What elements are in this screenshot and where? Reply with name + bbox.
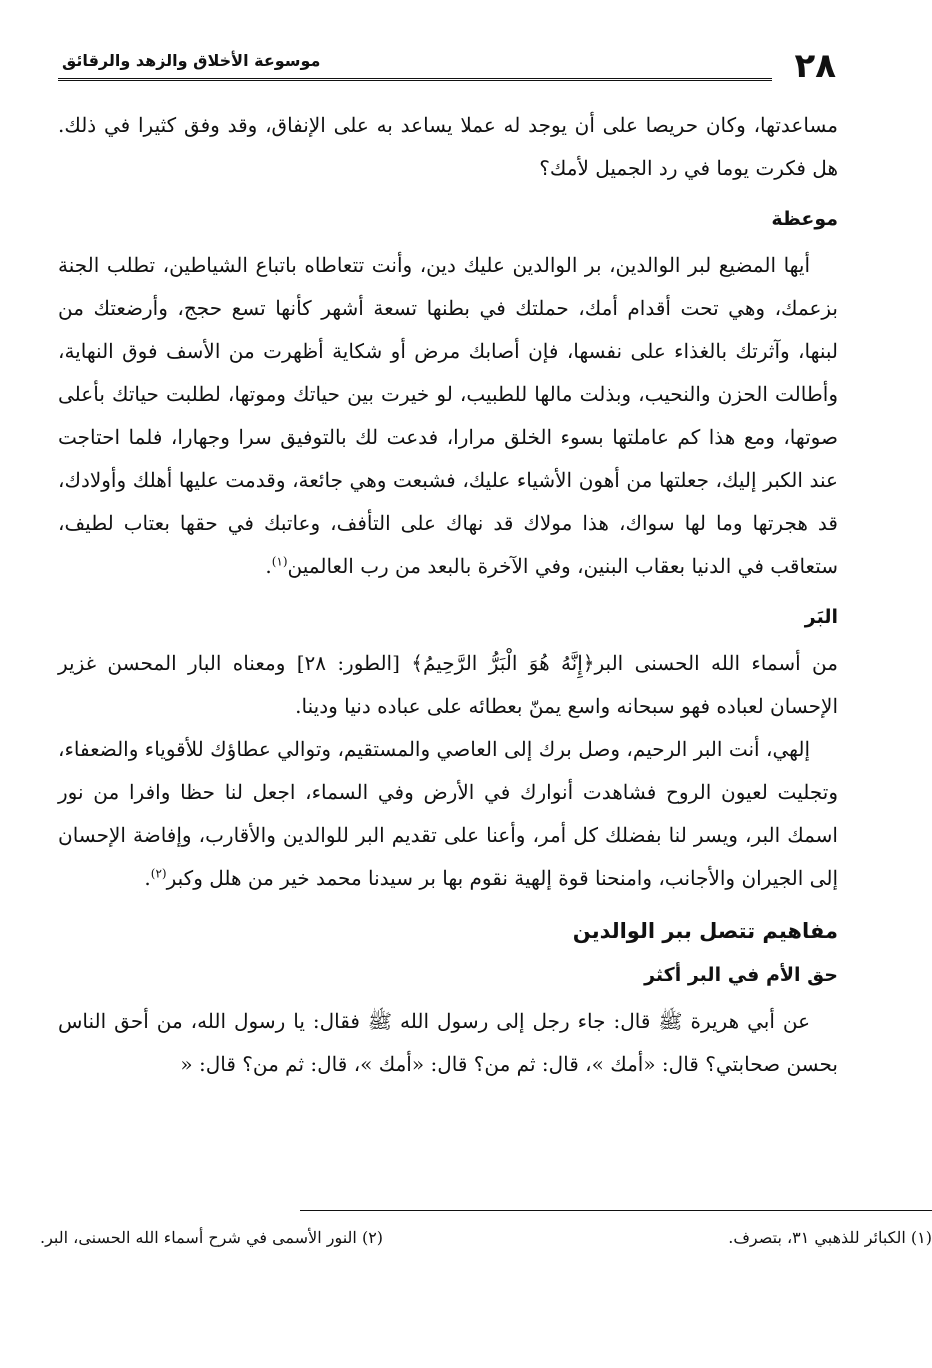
page-header: [58, 40, 838, 88]
hadith-paragraph: عن أبي هريرة ﷺ قال: جاء رجل إلى رسول الله ﷺ فقال: يا رسول الله، من أحق الناس بحسن صحابتي؟ قال: «أمك »، قال: ثم من؟ قال: «أمك »، قال: ثم من؟ قال: «: [58, 1009, 838, 1076]
intro-paragraph: مساعدتها، وكان حريصا على أن يوجد له عملا يساعد به على الإنفاق، وقد وفق كثيرا في ذلك. هل فكرت يوما في رد الجميل لأمك؟: [58, 113, 838, 180]
book-page: [58, 40, 838, 1086]
dua-paragraph: إلهي، أنت البر الرحيم، وصل برك إلى العاصي والمستقيم، وتوالي عطاؤك للأقوياء والضعفاء، وتجليت لعيون الروح فشاهدت أنوارك في الأرض وفي السماء، اجعل لنا حظا وافرا من نور اسمك البر، ويسر لنا بفضلك كل أمر، وأعنا على تقديم البر للوالدين والأقارب، وإفاضة الإحسان إلى الجيران والأجانب، وامنحنا قوة إلهية نقوم بها بر سيدنا محمد خير من هلل وكبر$^{(٢)}$.: [58, 737, 838, 890]
footnote-separator: [300, 1210, 932, 1211]
heading-mawiza: موعظة: [771, 208, 838, 230]
mawiza-text: أيها المضيع لبر الوالدين، بر الوالدين عليك دين، وأنت تتعاطاه باتباع الشياطين، تطلب الجنة بزعمك، وهي تحت أقدام أمك، حملتك في بطنها تسعة أشهر كأنها تسع حجج، وأرضعتك من لبنها، وآثرتك بالغذاء على نفسها، فإن أصابك مرض أو شكاية أظهرت من الأسف فوق النهاية، وأطالت الحزن والنحيب، وبذلت مالها للطبيب، لو خيرت بين حياتك وموتها، لطلبت حياتك بأعلى صوتها، ومع هذا كم عاملتها بسوء الخلق مرارا، فدعت لك بالتوفيق سرا وجهارا، فلما احتاجت عند الكبر إليك، جعلتها من أهون الأشياء عليك، فشبعت وهي جائعة، وقدمت عليها أهلك وأولادك، قد هجرتها وما لها سواك، هذا مولاك قد نهاك على التأفف، وعاتبك في حقها بعتاب لطيف، ستعاقب في الدنيا بعقاب البنين، وفي الآخرة بالبعد من رب العالمين: [58, 253, 838, 578]
heading-birr: البَر: [804, 606, 838, 628]
footnote-ref-1: (١): [271, 554, 288, 569]
page-number: ٢٨: [794, 46, 836, 86]
dua-text: إلهي، أنت البر الرحيم، وصل برك إلى العاصي والمستقيم، وتوالي عطاؤك للأقوياء والضعفاء، وتجليت لعيون الروح فشاهدت أنوارك في الأرض وفي السماء، اجعل لنا حظا وافرا من نور اسمك البر، ويسر لنا بفضلك كل أمر، وأعنا على تقديم البر للوالدين والأقارب، وإفاضة الإحسان إلى الجيران والأجانب، وامنحنا قوة إلهية نقوم بها بر سيدنا محمد خير من هلل وكبر: [58, 737, 838, 890]
footnote-2: (٢) النور الأسمى في شرح أسماء الله الحسنى، البر.: [40, 1228, 384, 1247]
mawiza-paragraph: أيها المضيع لبر الوالدين، بر الوالدين عليك دين، وأنت تتعاطاه باتباع الشياطين، تطلب الجنة بزعمك، وهي تحت أقدام أمك، حملتك في بطنها تسعة أشهر كأنها تسع حجج، وأرضعتك من لبنها، وآثرتك بالغذاء على نفسها، فإن أصابك مرض أو شكاية أظهرت من الأسف فوق النهاية، وأطالت الحزن والنحيب، وبذلت مالها للطبيب، لو خيرت بين حياتك وموتها، لطلبت حياتك بأعلى صوتها، ومع هذا كم عاملتها بسوء الخلق مرارا، فدعت لك بالتوفيق سرا وجهارا، فلما احتاجت عند الكبر إليك، جعلتها من أهون الأشياء عليك، فشبعت وهي جائعة، وقدمت عليها أهلك وأولادك، قد هجرتها وما لها سواك، هذا مولاك قد نهاك على التأفف، وعاتبك في حقها بعتاب لطيف، ستعاقب في الدنيا بعقاب البنين، وفي الآخرة بالبعد من رب العالمين$^{(١)}$.: [58, 253, 838, 578]
footnote-ref-2: (٢): [150, 866, 167, 881]
heading-haqq-al-umm: حق الأم في البر أكثر: [644, 964, 838, 986]
header-rule: [58, 78, 838, 81]
footnote-1: (١) الكبائر للذهبي ٣١، بتصرف.: [728, 1228, 932, 1247]
running-title: موسوعة الأخلاق والزهد والرقائق: [62, 51, 321, 70]
body-text: [58, 104, 838, 1086]
birr-paragraph: من أسماء الله الحسنى البر﴿إِنَّهُ هُوَ الْبَرُّ الرَّحِيمُ﴾ [الطور: ٢٨] ومعناه البار المحسن غزير الإحسان لعباده فهو سبحانه واسع يمنّ بعطائه على عباده دنيا ودينا.: [58, 651, 838, 718]
heading-mafahim: مفاهيم تتصل ببر الوالدين: [572, 919, 838, 943]
